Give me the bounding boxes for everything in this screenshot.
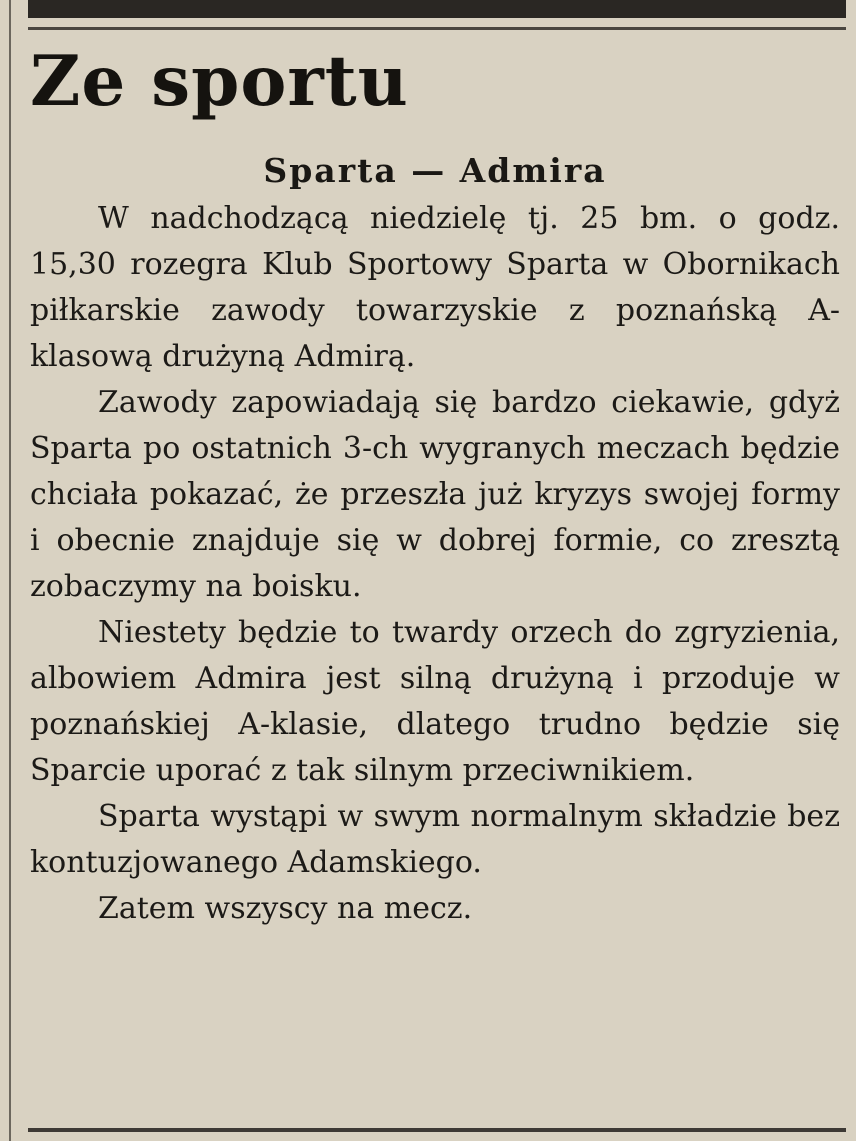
article-paragraph: Niestety będzie to twardy orzech do zgryzienia, albowiem Admira jest silną drużyną i przoduje w poznańskiej A-klasie, dlatego trudno będzie się Sparcie uporać z tak silnym przeciwnikiem. <box>30 615 840 788</box>
left-column-rule <box>9 0 11 1141</box>
article-paragraph: Sparta wystąpi w swym normalnym składzie bez kontuzjowanego Adamskiego. <box>30 799 840 880</box>
article-paragraph: Zatem wszyscy na mecz. <box>98 891 473 926</box>
article-paragraph: W nadchodzącą niedzielę tj. 25 bm. o godz. 15,30 rozegra Klub Sportowy Sparta w Obornikach piłkarskie zawody towarzyskie z poznańską A-klasową drużyną Admirą. <box>30 201 840 374</box>
article-headline: Sparta — Admira <box>263 151 607 190</box>
top-thin-rule <box>28 27 846 30</box>
article-paragraph: Zawody zapowiadają się bardzo ciekawie, gdyż Sparta po ostatnich 3-ch wygranych meczach będzie chciała pokazać, że przeszła już kryzys swojej formy i obecnie znajduje się w dobrej formie, co zresztą zobaczymy na boisku. <box>30 385 840 604</box>
top-column-rule <box>28 0 846 18</box>
article <box>30 42 840 932</box>
section-title: Ze sportu <box>30 41 409 122</box>
bottom-column-rule <box>28 1128 846 1132</box>
